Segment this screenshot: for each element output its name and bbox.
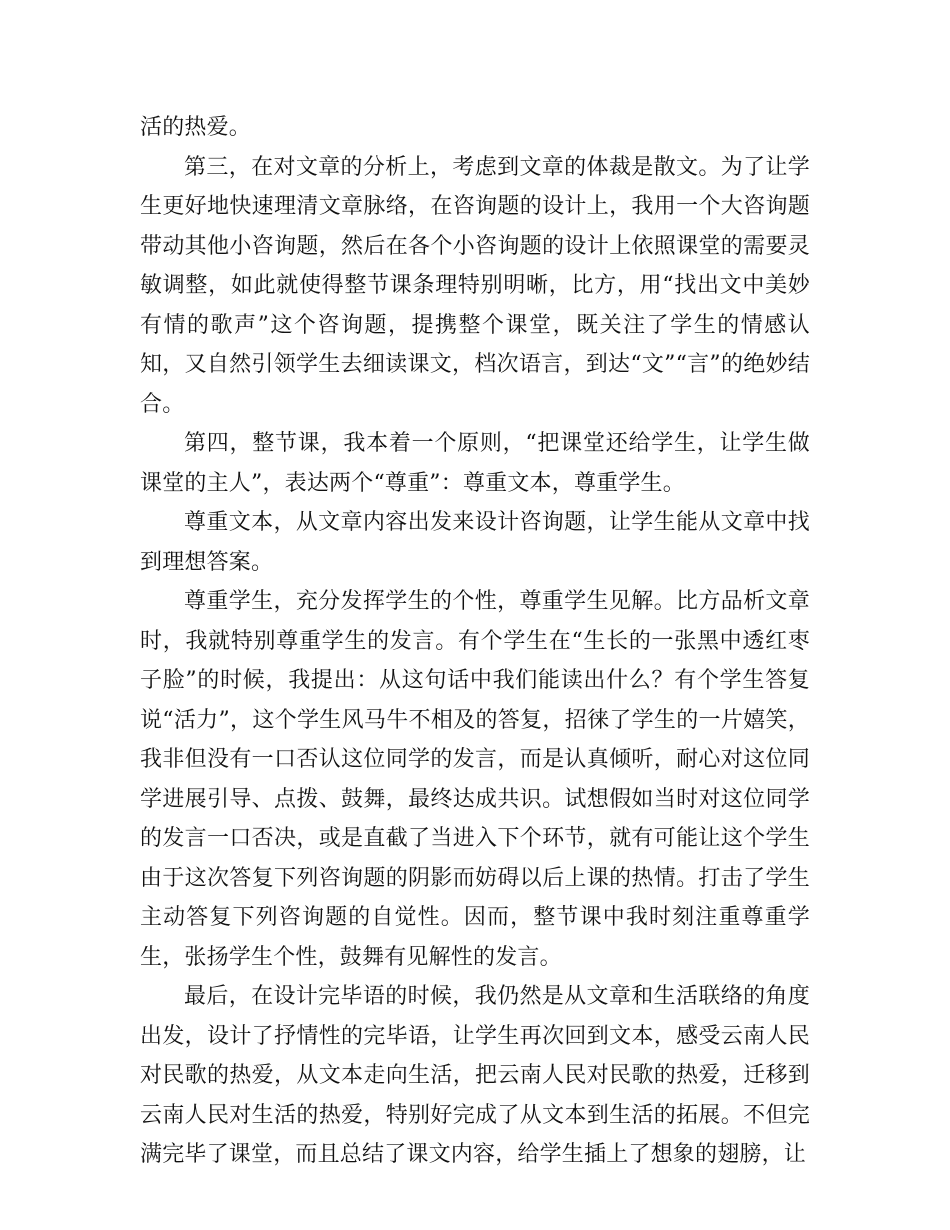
paragraph-fourth-point: 第四，整节课，我本着一个原则，“把课堂还给学生，让学生做课堂的主人”，表达两个“尊重”：尊重文本，尊重学生。 bbox=[140, 431, 810, 496]
paragraph-conclusion: 最后，在设计完毕语的时候，我仍然是从文章和生活联络的角度出发，设计了抒情性的完毕语，让学生再次回到文本，感受云南人民对民歌的热爱，从文本走向生活，把云南人民对民歌的热爱，迁移到云南人民对生活的热爱，特别好完成了从文本到生活的拓展。不但完满完毕了课堂，而且总结了课文内容，给学生插上了想象的翅膀，让 bbox=[140, 984, 810, 1167]
paragraph-continuation: 活的热爱。 bbox=[140, 115, 252, 140]
paragraph-third-point: 第三，在对文章的分析上，考虑到文章的体裁是散文。为了让学生更好地快速理清文章脉络，在咨询题的设计上，我用一个大咨询题带动其他小咨询题，然后在各个小咨询题的设计上依照课堂的需要灵敏调整，如此就使得整节课条理特别明晰，比方，用“找出文中美妙有情的歌声”这个咨询题，提携整个课堂，既关注了学生的情感认知，又自然引领学生去细读课文，档次语言，到达“文”“言”的绝妙结合。 bbox=[140, 154, 810, 417]
paragraph-respect-text: 尊重文本，从文章内容出发来设计咨询题，让学生能从文章中找到理想答案。 bbox=[140, 510, 810, 575]
paragraph-respect-students: 尊重学生，充分发挥学生的个性，尊重学生见解。比方品析文章时，我就特别尊重学生的发言。有个学生在“生长的一张黑中透红枣子脸”的时候，我提出：从这句话中我们能读出什么？有个学生答复说“活力”，这个学生风马牛不相及的答复，招徕了学生的一片嬉笑，我非但没有一口否认这位同学的发言，而是认真倾听，耐心对这位同学进展引导、点拨、鼓舞，最终达成共识。试想假如当时对这位同学的发言一口否决，或是直截了当进入下个环节，就有可能让这个学生由于这次答复下列咨询题的阴影而妨碍以后上课的热情。打击了学生主动答复下列咨询题的自觉性。因而，整节课中我时刻注重尊重学生，张扬学生个性，鼓舞有见解性的发言。 bbox=[140, 589, 810, 970]
document-body bbox=[140, 108, 810, 1175]
